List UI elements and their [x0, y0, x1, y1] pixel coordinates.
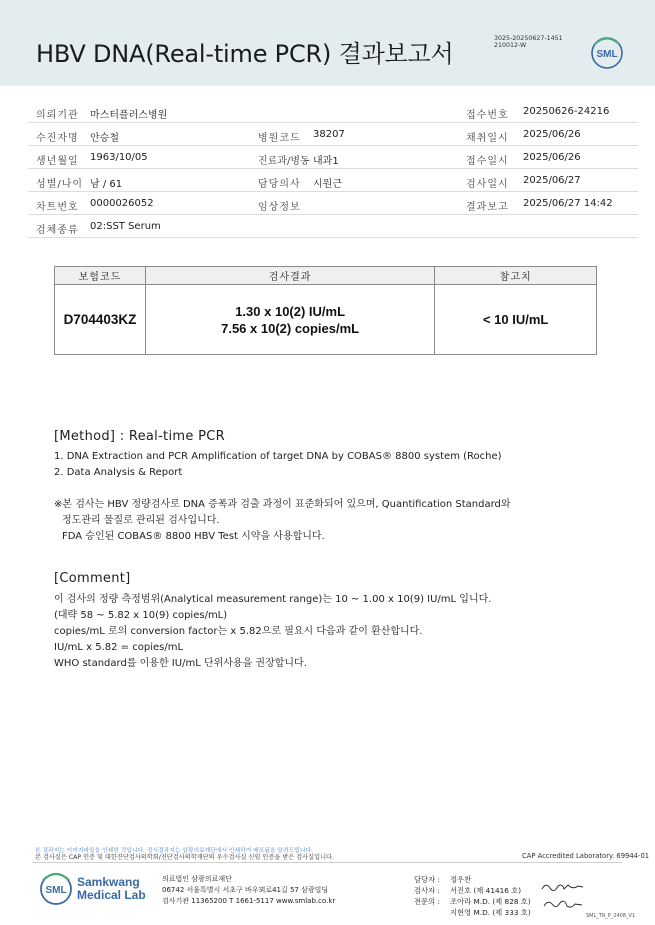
- tested-value: 2025/06/27: [523, 175, 581, 186]
- print-notice: 본 결과지는 이미지파일을 인쇄한 것입니다. 정식결과지는 삼광의료재단에서 인쇄하여 배포됨을 알려드립니다.: [35, 848, 313, 854]
- info-row: [28, 146, 638, 169]
- results-header-row: [55, 267, 597, 285]
- result-iu: 1.30 x 10(2) IU/mL: [235, 303, 346, 319]
- specimen-label: 검체종류: [36, 225, 79, 236]
- dept-value: 내과1: [313, 156, 339, 167]
- hospital-code-label: 병원코드: [258, 133, 301, 144]
- comment-line-1: 이 검사의 정량 측정범위(Analytical measurement range)는 10 ~ 1.00 x 10(9) IU/mL 입니다.: [54, 594, 492, 605]
- sex-age-label: 성별/나이: [36, 179, 84, 190]
- report-title: HBV DNA(Real-time PCR) 결과보고서: [36, 40, 454, 68]
- patient-name-label: 수진자명: [36, 133, 79, 144]
- form-code: SML_TR_P_2408_V1: [586, 913, 636, 919]
- staff-label: 담당자 :: [414, 875, 440, 884]
- brand-name-line-2: Medical Lab: [77, 888, 146, 902]
- staff-label: 검사자 :: [414, 886, 440, 895]
- document-id: [494, 35, 563, 49]
- samkwang-logo-icon: [36, 870, 76, 906]
- reported-label: 결과보고: [466, 202, 509, 213]
- institution-value: 마스터플러스병원: [90, 110, 168, 121]
- method-note-3: FDA 승인된 COBAS® 8800 HBV Test 시약을 사용합니다.: [62, 531, 325, 542]
- brand-name: [77, 876, 146, 902]
- insurance-code-cell: D704403KZ: [55, 285, 146, 355]
- received-label: 접수일시: [466, 156, 509, 167]
- lab-address-block: [162, 874, 335, 907]
- staff-value: 지현영 M.D. (제 333 호): [450, 908, 531, 917]
- comment-line-3: copies/mL 로의 conversion factor는 x 5.82으로 필요시 다음과 같이 환산합니다.: [54, 626, 423, 637]
- test-result-cell: [145, 285, 434, 355]
- insurance-code-header: 보험코드: [55, 267, 146, 285]
- chart-no-label: 차트번호: [36, 202, 79, 213]
- doctor-value: 시원근: [313, 179, 342, 190]
- reported-value: 2025/06/27 14:42: [523, 198, 613, 209]
- specimen-value: 02:SST Serum: [90, 221, 161, 232]
- org-name: 의료법인 삼광의료재단: [162, 875, 232, 883]
- institution-label: 의뢰기관: [36, 110, 79, 121]
- test-result-header: 검사결과: [145, 267, 434, 285]
- staff-value: 정우찬: [450, 875, 472, 884]
- table-row: [55, 285, 597, 355]
- info-row: [28, 123, 638, 146]
- samkwang-logo-icon-text: SML: [45, 885, 67, 896]
- method-title: [Method] : Real-time PCR: [54, 429, 225, 444]
- result-copies: 7.56 x 10(2) copies/mL: [221, 320, 360, 336]
- comment-body: [54, 592, 491, 672]
- accreditation-notice: 본 검사실은 CAP 인증 및 대한진단검사의학회/진단검사의학재단의 우수검사실 신임 인증을 받은 검사실입니다.: [35, 854, 334, 861]
- tested-label: 검사일시: [466, 179, 509, 190]
- dob-label: 생년월일: [36, 156, 79, 167]
- method-note: [54, 497, 511, 545]
- patient-name-value: 안승철: [90, 133, 119, 144]
- method-steps: [54, 449, 502, 481]
- sml-logo-badge: [589, 35, 625, 69]
- chart-no-value: 0000026052: [90, 198, 154, 209]
- receipt-no-value: 20250626-24216: [523, 106, 610, 117]
- reference-header: 참고치: [435, 267, 597, 285]
- results-table: [54, 266, 597, 355]
- clinical-info-label: 임상정보: [258, 202, 301, 213]
- receipt-no-label: 접수번호: [466, 110, 509, 121]
- staff-value: 서진호 (제 41416 호): [450, 886, 522, 895]
- document-id-line-1: 3025-20250627-1451: [494, 35, 563, 42]
- staff-value: 조아라 M.D. (제 828 호): [450, 897, 531, 906]
- received-value: 2025/06/26: [523, 152, 581, 163]
- collected-value: 2025/06/26: [523, 129, 581, 140]
- signature-2-icon: [540, 896, 585, 912]
- reference-cell: < 10 IU/mL: [435, 285, 597, 355]
- doctor-label: 담당의사: [258, 179, 301, 190]
- method-step-1: 1. DNA Extraction and PCR Amplification of target DNA by COBAS® 8800 system (Roche): [54, 451, 502, 462]
- hospital-code-value: 38207: [313, 129, 345, 140]
- comment-line-4: IU/mL x 5.82 = copies/mL: [54, 642, 184, 653]
- staff-block: [414, 874, 531, 918]
- brand-name-line-1: Samkwang: [77, 875, 140, 889]
- info-row: [28, 100, 638, 123]
- sml-logo-badge-text: SML: [596, 49, 618, 60]
- footer-divider: [32, 862, 622, 863]
- method-step-2: 2. Data Analysis & Report: [54, 467, 183, 478]
- info-row: [28, 169, 638, 192]
- staff-label: 전문의 :: [414, 897, 440, 906]
- dob-value: 1963/10/05: [90, 152, 148, 163]
- contact: 검사기관 11365200 T 1661-5117 www.smlab.co.kr: [162, 897, 336, 905]
- address: 06742 서울특별시 서초구 바우뫼로41길 57 삼광빌딩: [162, 886, 329, 894]
- comment-line-5: WHO standard를 이용한 IU/mL 단위사용을 권장합니다.: [54, 658, 307, 669]
- document-id-line-2: 210012-W: [494, 42, 527, 49]
- comment-line-2: (대략 58 ~ 5.82 x 10(9) copies/mL): [54, 610, 228, 621]
- signature-1-icon: [540, 880, 585, 894]
- dept-label: 진료과/병동: [258, 156, 310, 167]
- collected-label: 채취일시: [466, 133, 509, 144]
- sex-age-value: 남 / 61: [90, 179, 123, 190]
- method-note-1: ※본 검사는 HBV 정량검사로 DNA 증폭과 검출 과정이 표준화되어 있으며, Quantification Standard와: [54, 499, 511, 510]
- method-note-2: 정도관리 물질로 관리된 검사입니다.: [62, 515, 220, 526]
- patient-info: [28, 100, 638, 238]
- comment-title: [Comment]: [54, 571, 131, 586]
- cap-accreditation: CAP Accredited Laboratory. 69944-01: [522, 852, 650, 860]
- info-row: [28, 192, 638, 215]
- info-row: [28, 215, 638, 238]
